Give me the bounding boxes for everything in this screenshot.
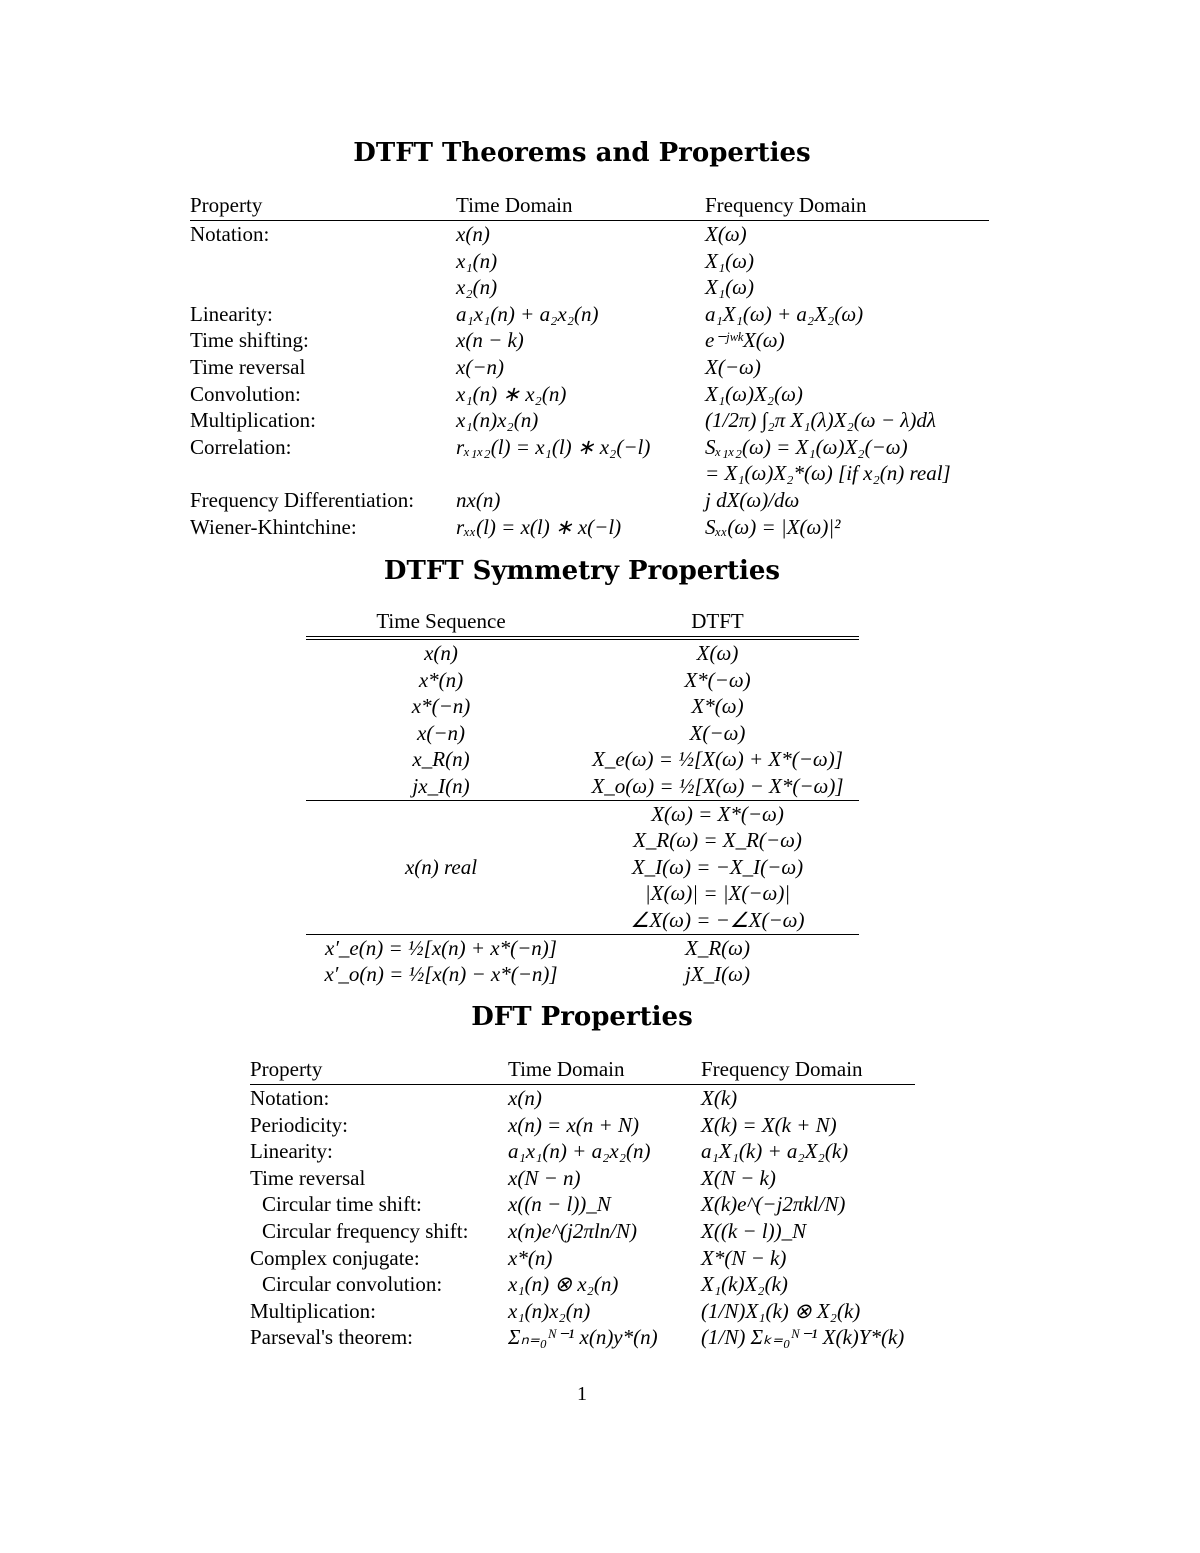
frequency-domain-cell: (1/N)X₁(k) ⊗ X₂(k) xyxy=(701,1298,861,1323)
property-cell: Multiplication: xyxy=(190,408,316,433)
dtft-cell: X(ω) xyxy=(696,641,739,665)
time-sequence-cell: x′_o(n) = ½[x(n) − x*(−n)] xyxy=(324,962,558,987)
property-cell: Notation: xyxy=(250,1086,330,1110)
time-sequence-cell: x(−n) xyxy=(417,720,465,745)
header-frequency-domain: Frequency Domain xyxy=(701,1057,863,1081)
time-domain-cell: x(n) = x(n + N) xyxy=(508,1112,639,1137)
dtft-cell: jX_I(ω) xyxy=(685,962,750,987)
dtft-cell: X_o(ω) = ½[X(ω) − X*(−ω)] xyxy=(591,773,844,798)
table-row xyxy=(306,720,859,747)
dtft-cell: X_e(ω) = ½[X(ω) + X*(−ω)] xyxy=(592,747,843,772)
table-row xyxy=(250,1298,915,1325)
table-row xyxy=(190,381,989,408)
frequency-domain-cell: X₁(ω) xyxy=(705,275,754,300)
property-cell: Complex conjugate: xyxy=(250,1245,420,1270)
frequency-domain-cell: X(k)e^(−j2πkl/N) xyxy=(701,1192,846,1217)
frequency-domain-cell: X(k) xyxy=(701,1086,738,1110)
header-time-sequence: Time Sequence xyxy=(376,609,506,633)
dft-properties-table xyxy=(250,1054,915,1351)
frequency-domain-cell: X(ω) xyxy=(705,222,747,246)
header-property: Property xyxy=(250,1057,323,1081)
table-row xyxy=(190,460,989,487)
property-cell: Circular frequency shift: xyxy=(262,1218,469,1243)
table-row xyxy=(190,301,989,328)
table-row xyxy=(190,221,989,248)
property-cell: Linearity: xyxy=(190,301,273,326)
header-dtft: DTFT xyxy=(691,609,744,633)
time-domain-cell: nx(n) xyxy=(456,487,501,512)
dft-properties-title: DFT Properties xyxy=(471,1002,693,1032)
dtft-symmetry-title: DTFT Symmetry Properties xyxy=(383,556,781,586)
frequency-domain-cell: (1/2π) ∫₂π X₁(λ)X₂(ω − λ)dλ xyxy=(705,408,936,433)
property-cell: Multiplication: xyxy=(250,1298,376,1323)
time-domain-cell: x₂(n) xyxy=(456,275,498,300)
time-domain-cell: x(n)e^(j2πln/N) xyxy=(508,1218,638,1243)
dtft-symmetry-body xyxy=(306,638,859,988)
table-row xyxy=(250,1324,915,1351)
table-row xyxy=(190,354,989,381)
frequency-domain-cell: X₁(k)X₂(k) xyxy=(701,1272,788,1297)
frequency-domain-cell: X₁(ω)X₂(ω) xyxy=(705,381,803,406)
table-row xyxy=(306,934,859,961)
property-cell: Time shifting: xyxy=(190,328,309,353)
dtft-theorems-body xyxy=(190,221,989,541)
property-cell: Circular convolution: xyxy=(262,1272,443,1297)
frequency-domain-cell: (1/N) Σₖ₌₀ᴺ⁻¹ X(k)Y*(k) xyxy=(701,1325,905,1350)
time-sequence-cell: x*(−n) xyxy=(411,694,471,719)
frequency-domain-cell: Sₓ₁ₓ₂(ω) = X₁(ω)X₂(−ω) xyxy=(705,434,908,459)
table-row xyxy=(190,434,989,461)
frequency-domain-cell: Sₓₓ(ω) = |X(ω)|² xyxy=(705,514,841,539)
time-domain-cell: x₁(n) ∗ x₂(n) xyxy=(456,381,567,406)
header-time-domain: Time Domain xyxy=(456,193,573,217)
dtft-cell: X(ω) = X*(−ω) xyxy=(576,800,859,827)
dft-properties-body xyxy=(250,1085,915,1351)
table-row xyxy=(190,514,989,541)
dtft-cell: X*(ω) xyxy=(691,694,744,719)
time-sequence-cell: x(n) real xyxy=(306,800,576,934)
frequency-domain-cell: X(N − k) xyxy=(701,1165,776,1190)
table-row xyxy=(190,248,989,275)
property-cell: Periodicity: xyxy=(250,1112,348,1137)
table-row xyxy=(306,746,859,773)
table-row xyxy=(306,667,859,694)
table-header-row xyxy=(190,190,989,221)
time-sequence-cell: x_R(n) xyxy=(412,747,470,772)
header-frequency-domain: Frequency Domain xyxy=(705,193,867,217)
property-cell: Notation: xyxy=(190,222,270,246)
property-cell: Convolution: xyxy=(190,381,301,406)
time-domain-cell: Σₙ₌₀ᴺ⁻¹ x(n)y*(n) xyxy=(508,1325,658,1350)
table-header-row xyxy=(250,1054,915,1085)
dtft-cell: X(−ω) xyxy=(689,720,746,745)
table-row xyxy=(250,1138,915,1165)
time-domain-cell xyxy=(456,460,705,487)
property-cell xyxy=(190,274,456,301)
frequency-domain-cell: j dX(ω)/dω xyxy=(705,487,800,512)
property-cell xyxy=(190,460,456,487)
dtft-cell: X_I(ω) = −X_I(−ω) xyxy=(631,854,804,879)
table-row xyxy=(250,1165,915,1192)
property-cell: Correlation: xyxy=(190,434,292,459)
table-row xyxy=(306,800,859,827)
time-domain-cell: a₁x₁(n) + a₂x₂(n) xyxy=(508,1139,651,1164)
table-row xyxy=(306,638,859,667)
frequency-domain-cell: X*(N − k) xyxy=(701,1245,787,1270)
time-domain-cell: x₁(n)x₂(n) xyxy=(456,408,539,433)
time-domain-cell: a₁x₁(n) + a₂x₂(n) xyxy=(456,301,599,326)
table-row xyxy=(306,773,859,800)
dtft-cell: X_R(ω) xyxy=(576,934,859,961)
table-row xyxy=(190,487,989,514)
dtft-cell: ∠X(ω) = −∠X(−ω) xyxy=(630,907,805,932)
time-sequence-cell: x′_e(n) = ½[x(n) + x*(−n)] xyxy=(306,934,576,961)
table-row xyxy=(190,274,989,301)
table-row xyxy=(250,1245,915,1272)
time-sequence-cell: x(n) xyxy=(424,641,458,665)
frequency-domain-cell: X₁(ω) xyxy=(705,248,754,273)
dtft-cell: |X(ω)| = |X(−ω)| xyxy=(644,881,791,906)
header-time-domain: Time Domain xyxy=(508,1057,625,1081)
dtft-theorems-table xyxy=(190,190,989,540)
table-row xyxy=(250,1191,915,1218)
time-domain-cell: x₁(n) ⊗ x₂(n) xyxy=(508,1272,619,1297)
frequency-domain-cell: a₁X₁(k) + a₂X₂(k) xyxy=(701,1139,849,1164)
table-row xyxy=(250,1085,915,1112)
time-domain-cell: x(n) xyxy=(456,222,490,246)
table-row xyxy=(306,693,859,720)
property-cell xyxy=(190,248,456,275)
time-domain-cell: x(n − k) xyxy=(456,328,524,353)
time-sequence-cell: x*(n) xyxy=(418,667,464,692)
property-cell: Time reversal xyxy=(250,1165,366,1190)
property-cell: Frequency Differentiation: xyxy=(190,487,415,512)
frequency-domain-cell: a₁X₁(ω) + a₂X₂(ω) xyxy=(705,301,864,326)
time-domain-cell: x((n − l))_N xyxy=(508,1192,611,1217)
time-sequence-cell: jx_I(n) xyxy=(412,773,470,798)
dtft-cell: X_R(ω) = X_R(−ω) xyxy=(633,828,802,853)
page-number: 1 xyxy=(577,1383,587,1405)
frequency-domain-cell: = X₁(ω)X₂*(ω) [if x₂(n) real] xyxy=(705,461,951,486)
table-header-row xyxy=(306,606,859,638)
time-domain-cell: x*(n) xyxy=(508,1245,553,1270)
table-row xyxy=(190,327,989,354)
property-cell: Linearity: xyxy=(250,1139,333,1164)
property-cell: Circular time shift: xyxy=(262,1192,422,1217)
time-domain-cell: rₓₓ(l) = x(l) ∗ x(−l) xyxy=(456,514,622,539)
property-cell: Time reversal xyxy=(190,354,306,379)
time-domain-cell: x(n) xyxy=(508,1086,542,1110)
dtft-symmetry-table xyxy=(306,606,859,988)
frequency-domain-cell: X(−ω) xyxy=(705,354,761,379)
time-domain-cell: x(−n) xyxy=(456,354,504,379)
table-row xyxy=(250,1112,915,1139)
table-row xyxy=(190,407,989,434)
time-domain-cell: x₁(n) xyxy=(456,248,498,273)
header-property: Property xyxy=(190,193,263,217)
dtft-theorems-title: DTFT Theorems and Properties xyxy=(353,138,811,168)
dtft-cell: X*(−ω) xyxy=(684,667,751,692)
property-cell: Wiener-Khintchine: xyxy=(190,514,357,539)
table-row xyxy=(250,1271,915,1298)
frequency-domain-cell: X((k − l))_N xyxy=(701,1218,807,1243)
property-cell: Parseval's theorem: xyxy=(250,1325,413,1350)
time-domain-cell: rₓ₁ₓ₂(l) = x₁(l) ∗ x₂(−l) xyxy=(456,434,651,459)
time-domain-cell: x₁(n)x₂(n) xyxy=(508,1298,591,1323)
table-row xyxy=(306,961,859,988)
frequency-domain-cell: X(k) = X(k + N) xyxy=(701,1112,837,1137)
table-row xyxy=(250,1218,915,1245)
frequency-domain-cell: e⁻ʲʷᵏX(ω) xyxy=(705,328,785,353)
time-domain-cell: x(N − n) xyxy=(508,1165,581,1190)
